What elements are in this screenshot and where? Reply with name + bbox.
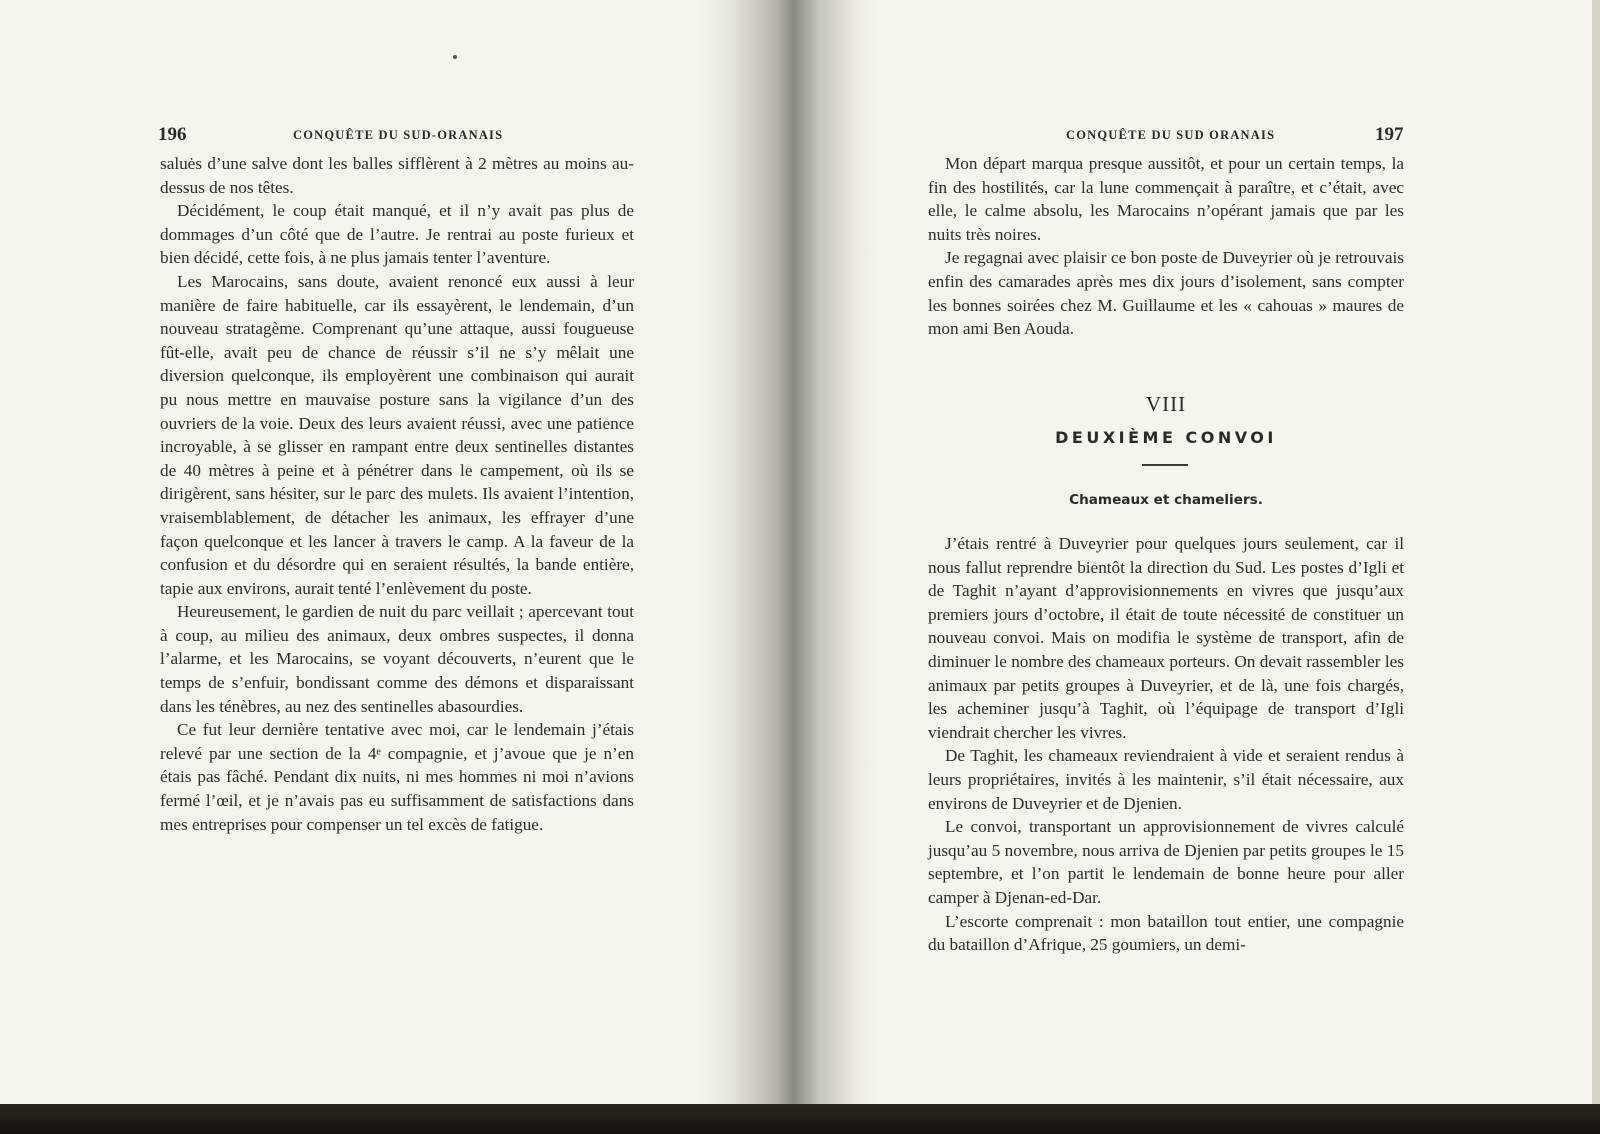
ink-speck (453, 55, 457, 59)
paragraph: saluės d’une salve dont les balles sifflèrent à 2 mètres au moins au-dessus de nos têtes. (160, 154, 634, 197)
right-running-head: CONQUÊTE DU SUD ORANAIS (1066, 128, 1276, 142)
left-page-number: 196 (158, 124, 187, 145)
paragraph: Je regagnai avec plaisir ce bon poste de Duveyrier où je retrouvais enfin des camarades après mes dix jours d’isolement, sans compter les bonnes soirées chez M. Guillaume et les « cahouas » maures de mon ami Ben Aouda. (928, 248, 1404, 339)
right-page-number: 197 (1375, 124, 1404, 145)
paragraph: L’escorte comprenait : mon bataillon tout entier, une compagnie du bataillon d’Afrique, 25 goumiers, un demi- (928, 911, 1404, 955)
chapter-subtitle: Chameaux et chameliers. (1069, 492, 1263, 508)
paragraph: De Taghit, les chameaux reviendraient à vide et seraient rendus à leurs propriétaires, invités à les maintenir, s’il était nécessaire, aux environs de Duveyrier et de Djenien. (928, 746, 1404, 813)
paragraph: Le convoi, transportant un approvisionnement de vivres calculé jusqu’au 5 novembre, nous arriva de Djenien par petits groupes le 15 septembre, et l’on partit le lendemain de bonne heure pour aller camper à Djenan-ed-Dar. (928, 817, 1404, 907)
book-gutter-shadow (700, 0, 880, 1110)
paragraph: Ce fut leur dernière tentative avec moi, car le lendemain j’étais relevé par une section de la 4ᵉ compagnie, et j’avoue que je n’en étais pas fâché. Pendant dix nuits, ni mes hommes ni moi n’avions fermé l’œil, et je n’avais pas eu suffisamment de satisfactions dans mes entreprises pour compenser un tel excès de fatigue. (160, 720, 634, 834)
chapter-title: DEUXIÈME CONVOI (1055, 428, 1277, 447)
paragraph: Heureusement, le gardien de nuit du parc veillait ; apercevant tout à coup, au milieu des animaux, deux ombres suspectes, il donna l’alarme, et les Marocains, se voyant découverts, n’eurent que le temps de s’enfuir, bondissant comme des démons et disparaissant dans les ténèbres, au nez des sentinelles abasourdies. (160, 602, 634, 716)
chapter-number: VIII (1145, 392, 1187, 416)
paragraph: Les Marocains, sans doute, avaient renoncé eux aussi à leur manière de faire habituelle, car ils essayèrent, le lendemain, d’un nouveau stratagème. Comprenant qu’une attaque, aussi fougueuse fût-elle, avait peu de chance de réussir s’il ne s’y mêlait une diversion quelconque, ils employèrent une combinaison qui aurait pu nous mettre en mauvaise posture sans la vigilance d’un des ouvriers de la voie. Deux des leurs avaient réussi, avec une patience incroyable, à se glisser en rampant entre deux sentinelles distantes de 40 mètres à peine et à pénétrer dans le campement, où ils se dirigèrent, sans hésiter, sur le parc des mulets. Ils avaient l’intention, vraisemblablement, de détacher les animaux, les effrayer d’une façon quelconque et les lancer à travers le camp. A la faveur de la confusion et du désordre qui en seraient résultés, la bande entière, tapie aux environs, aurait tenté l’enlèvement du poste. (160, 271, 634, 598)
chapter-rule-divider (1142, 464, 1188, 466)
paragraph: Mon départ marqua presque aussitôt, et pour un certain temps, la fin des hostilités, car la lune commençait à paraître, et c’était, avec elle, le calme absolu, les Marocains n’opérant jamais que par les nuits très noires. (928, 154, 1404, 244)
left-page-body (160, 152, 634, 836)
right-page-body-top (928, 152, 1404, 341)
paragraph: Décidément, le coup était manqué, et il n’y avait pas plus de dommages d’un côté que de l’autre. Je rentrai au poste furieux et bien décidé, cette fois, à ne plus jamais tenter l’aventure. (160, 201, 634, 268)
right-page-body-bottom (928, 532, 1404, 957)
paragraph: J’étais rentré à Duveyrier pour quelques jours seulement, car il nous fallut reprendre bientôt la direction du Sud. Les postes d’Igli et de Taghit n’ayant d’approvisionnements en vivres que jusqu’aux premiers jours d’octobre, il était de toute nécessité de constituer un nouveau convoi. Mais on modifia le système de transport, afin de diminuer le nombre des chameaux porteurs. On devait rassembler les animaux par petits groupes à Duveyrier, et de là, une fois chargés, les acheminer jusqu’à Taghit, où l’équipage de transport d’Igli viendrait chercher les vivres. (928, 534, 1404, 742)
scan-bottom-edge (0, 1104, 1600, 1134)
left-running-head: CONQUÊTE DU SUD-ORANAIS (293, 128, 504, 142)
page-edge (1592, 0, 1600, 1110)
